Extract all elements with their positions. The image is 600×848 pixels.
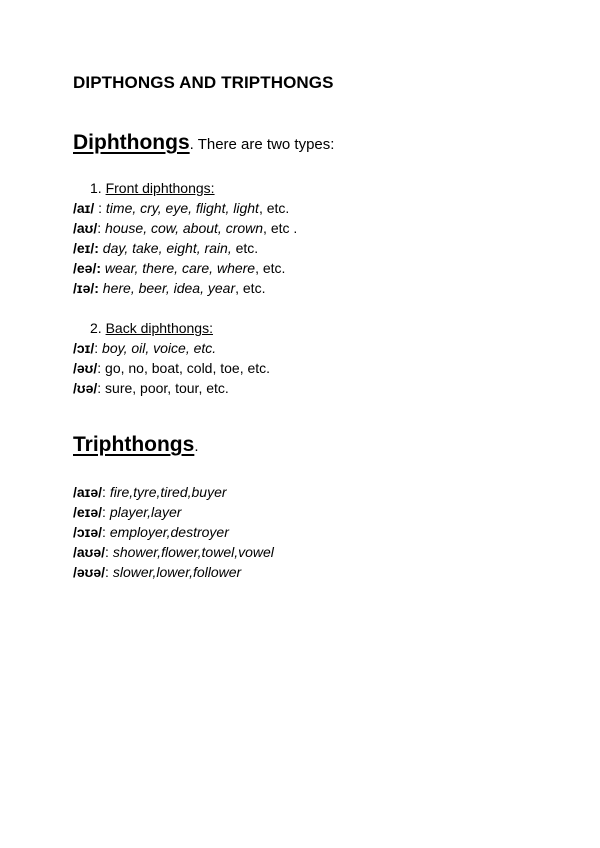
separator: :	[102, 504, 110, 520]
entry-tail: etc.	[231, 240, 259, 256]
list-number: 1.	[90, 180, 102, 196]
triphthong-entry-aie	[73, 484, 227, 500]
ipa-symbol: /əʊ/	[73, 360, 98, 376]
diphthongs-heading-rest: . There are two types:	[189, 136, 335, 153]
document-title: DIPTHONGS AND TRIPTHONGS	[73, 73, 334, 92]
diphthongs-heading: Diphthongs	[73, 131, 190, 154]
separator: :	[105, 564, 113, 580]
example-words: shower,flower,towel,vowel	[112, 544, 274, 560]
front-diphthongs-label: Front diphthongs:	[105, 180, 215, 196]
triphthongs-heading-line	[73, 433, 199, 457]
ipa-symbol: /eɪ/:	[73, 240, 99, 256]
example-words: employer,destroyer	[109, 524, 229, 540]
separator: :	[94, 340, 103, 356]
diphthong-entry-ea	[73, 260, 285, 276]
ipa-symbol: /eɪə/	[73, 504, 103, 520]
diphthong-entry-ou	[73, 360, 270, 376]
ipa-symbol: /ɔɪ/	[73, 340, 95, 356]
example-words: boy, oil, voice, etc.	[102, 340, 217, 356]
entry-tail: , etc .	[263, 220, 298, 236]
separator: :	[94, 200, 106, 216]
entry-tail: go, no, boat, cold, toe, etc.	[105, 360, 271, 376]
ipa-symbol: /aɪə/	[73, 484, 103, 500]
separator: :	[102, 484, 110, 500]
example-words: slower,lower,follower	[112, 564, 242, 580]
ipa-symbol: /aʊə/	[73, 544, 106, 560]
ipa-symbol: /aʊ/	[73, 220, 98, 236]
separator: :	[105, 544, 113, 560]
front-diphthongs-subheading	[90, 180, 215, 196]
diphthong-entry-ia	[73, 280, 265, 296]
example-words: time, cry, eye, flight, light	[105, 200, 259, 216]
diphthong-entry-ei	[73, 240, 258, 256]
entry-tail: , etc.	[235, 280, 266, 296]
separator: :	[102, 524, 110, 540]
diphthong-entry-au	[73, 220, 297, 236]
example-words: house, cow, about, crown	[105, 220, 264, 236]
ipa-symbol: /əʊə/	[73, 564, 106, 580]
ipa-symbol: /aɪ/	[73, 200, 95, 216]
ipa-symbol: /eə/:	[73, 260, 102, 276]
triphthong-entry-oue	[73, 564, 241, 580]
list-number: 2.	[90, 320, 102, 336]
diphthongs-heading-line	[73, 131, 334, 155]
example-words: fire,tyre,tired,buyer	[109, 484, 227, 500]
ipa-symbol: /ʊə/	[73, 380, 98, 396]
ipa-symbol: /ɔɪə/	[73, 524, 103, 540]
triphthongs-heading-rest: .	[194, 438, 199, 455]
separator: :	[97, 380, 106, 396]
entry-tail: , etc.	[258, 200, 290, 216]
back-diphthongs-label: Back diphthongs:	[105, 320, 213, 336]
triphthong-entry-aue	[73, 544, 274, 560]
example-words: day, take, eight, rain,	[102, 240, 232, 256]
separator: :	[97, 220, 106, 236]
triphthong-entry-oie	[73, 524, 229, 540]
back-diphthongs-subheading	[90, 320, 213, 336]
triphthong-entry-eie	[73, 504, 181, 520]
diphthong-entry-ai	[73, 200, 289, 216]
diphthong-entry-ua	[73, 380, 229, 396]
example-words: player,layer	[109, 504, 182, 520]
ipa-symbol: /ɪə/:	[73, 280, 99, 296]
example-words: here, beer, idea, year	[102, 280, 236, 296]
separator: :	[97, 360, 106, 376]
diphthong-entry-oi	[73, 340, 216, 356]
triphthongs-heading: Triphthongs	[73, 433, 195, 456]
entry-tail: sure, poor, tour, etc.	[105, 380, 229, 396]
entry-tail: , etc.	[255, 260, 286, 276]
example-words: wear, there, care, where	[104, 260, 256, 276]
